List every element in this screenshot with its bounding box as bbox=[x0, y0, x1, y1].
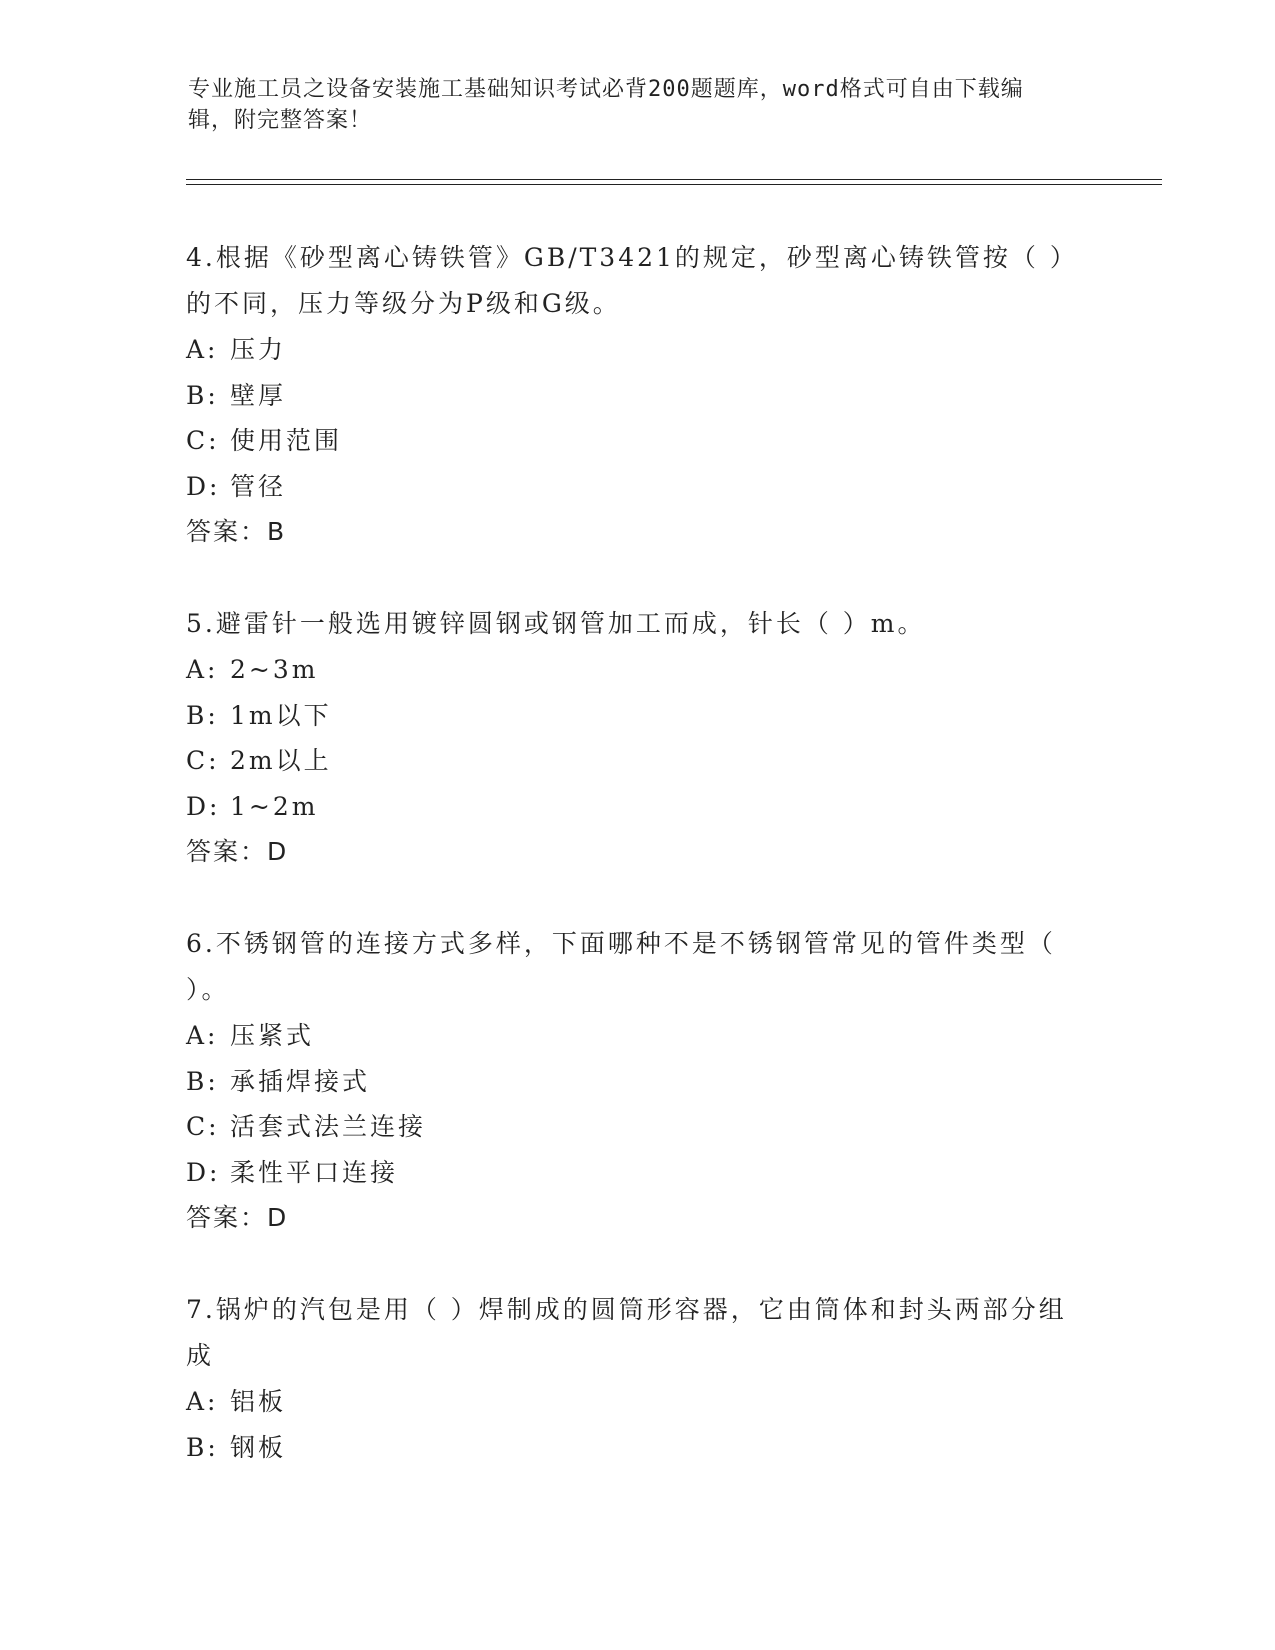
question-block bbox=[186, 601, 1086, 875]
option-text: 壁厚 bbox=[230, 380, 287, 410]
option-letter: D: bbox=[186, 471, 221, 501]
option-text: 管径 bbox=[230, 471, 287, 501]
option-letter: B: bbox=[186, 700, 219, 730]
header-divider-bottom bbox=[186, 184, 1162, 185]
option-letter: B: bbox=[186, 380, 219, 410]
header-divider-top bbox=[186, 179, 1162, 180]
option-text: 承插焊接式 bbox=[230, 1066, 371, 1096]
option-letter: D: bbox=[186, 1157, 221, 1187]
option-b bbox=[186, 693, 1086, 739]
option-d bbox=[186, 784, 1086, 830]
answer-label: 答案：B bbox=[186, 517, 287, 546]
answer-label: 答案：D bbox=[186, 837, 289, 866]
option-text: 活套式法兰连接 bbox=[230, 1112, 427, 1141]
option-text: 柔性平口连接 bbox=[230, 1157, 399, 1187]
option-b bbox=[186, 373, 1086, 419]
option-text: 压力 bbox=[230, 335, 287, 364]
question-block bbox=[186, 1287, 1086, 1470]
option-letter: C: bbox=[186, 426, 220, 455]
option-text: 1m以下 bbox=[230, 700, 332, 730]
option-letter: B: bbox=[186, 1432, 219, 1462]
option-text: 2m以上 bbox=[230, 746, 332, 775]
question-stem: 6.不锈钢管的连接方式多样，下面哪种不是不锈钢管常见的管件类型（ ）。 bbox=[186, 929, 1056, 1004]
option-c bbox=[186, 738, 1086, 784]
option-letter: A: bbox=[186, 1387, 219, 1416]
option-a bbox=[186, 1013, 1086, 1059]
option-letter: B: bbox=[186, 1066, 219, 1096]
option-letter: D: bbox=[186, 791, 221, 821]
option-text: 铝板 bbox=[230, 1387, 287, 1416]
option-c bbox=[186, 418, 1086, 464]
question-stem: 7.锅炉的汽包是用（ ）焊制成的圆筒形容器，它由筒体和封头两部分组成 bbox=[186, 1295, 1067, 1370]
option-text: 2~3m bbox=[230, 655, 319, 684]
answer-label: 答案：D bbox=[186, 1203, 289, 1232]
option-c bbox=[186, 1104, 1086, 1150]
option-b bbox=[186, 1059, 1086, 1105]
option-letter: A: bbox=[186, 335, 219, 364]
option-text: 压紧式 bbox=[230, 1021, 315, 1050]
option-letter: A: bbox=[186, 1021, 219, 1050]
option-d bbox=[186, 464, 1086, 510]
option-a bbox=[186, 327, 1086, 373]
option-text: 钢板 bbox=[230, 1432, 287, 1462]
document-header: 专业施工员之设备安装施工基础知识考试必背200题题库，word格式可自由下载编辑，附完整答案！ bbox=[188, 77, 1024, 133]
question-stem: 4.根据《砂型离心铸铁管》GB/T3421的规定，砂型离心铸铁管按（ ）的不同，压力等级分为P级和G级。 bbox=[186, 243, 1078, 318]
option-letter: A: bbox=[186, 655, 219, 684]
question-stem: 5.避雷针一般选用镀锌圆钢或钢管加工而成，针长（ ）m。 bbox=[186, 609, 926, 638]
question-block bbox=[186, 921, 1086, 1241]
option-text: 使用范围 bbox=[230, 426, 343, 455]
option-letter: C: bbox=[186, 746, 220, 775]
option-b bbox=[186, 1425, 1086, 1471]
question-block bbox=[186, 235, 1086, 555]
option-text: 1~2m bbox=[230, 791, 319, 821]
option-letter: C: bbox=[186, 1112, 220, 1141]
option-d bbox=[186, 1150, 1086, 1196]
option-a bbox=[186, 647, 1086, 693]
option-a bbox=[186, 1379, 1086, 1425]
